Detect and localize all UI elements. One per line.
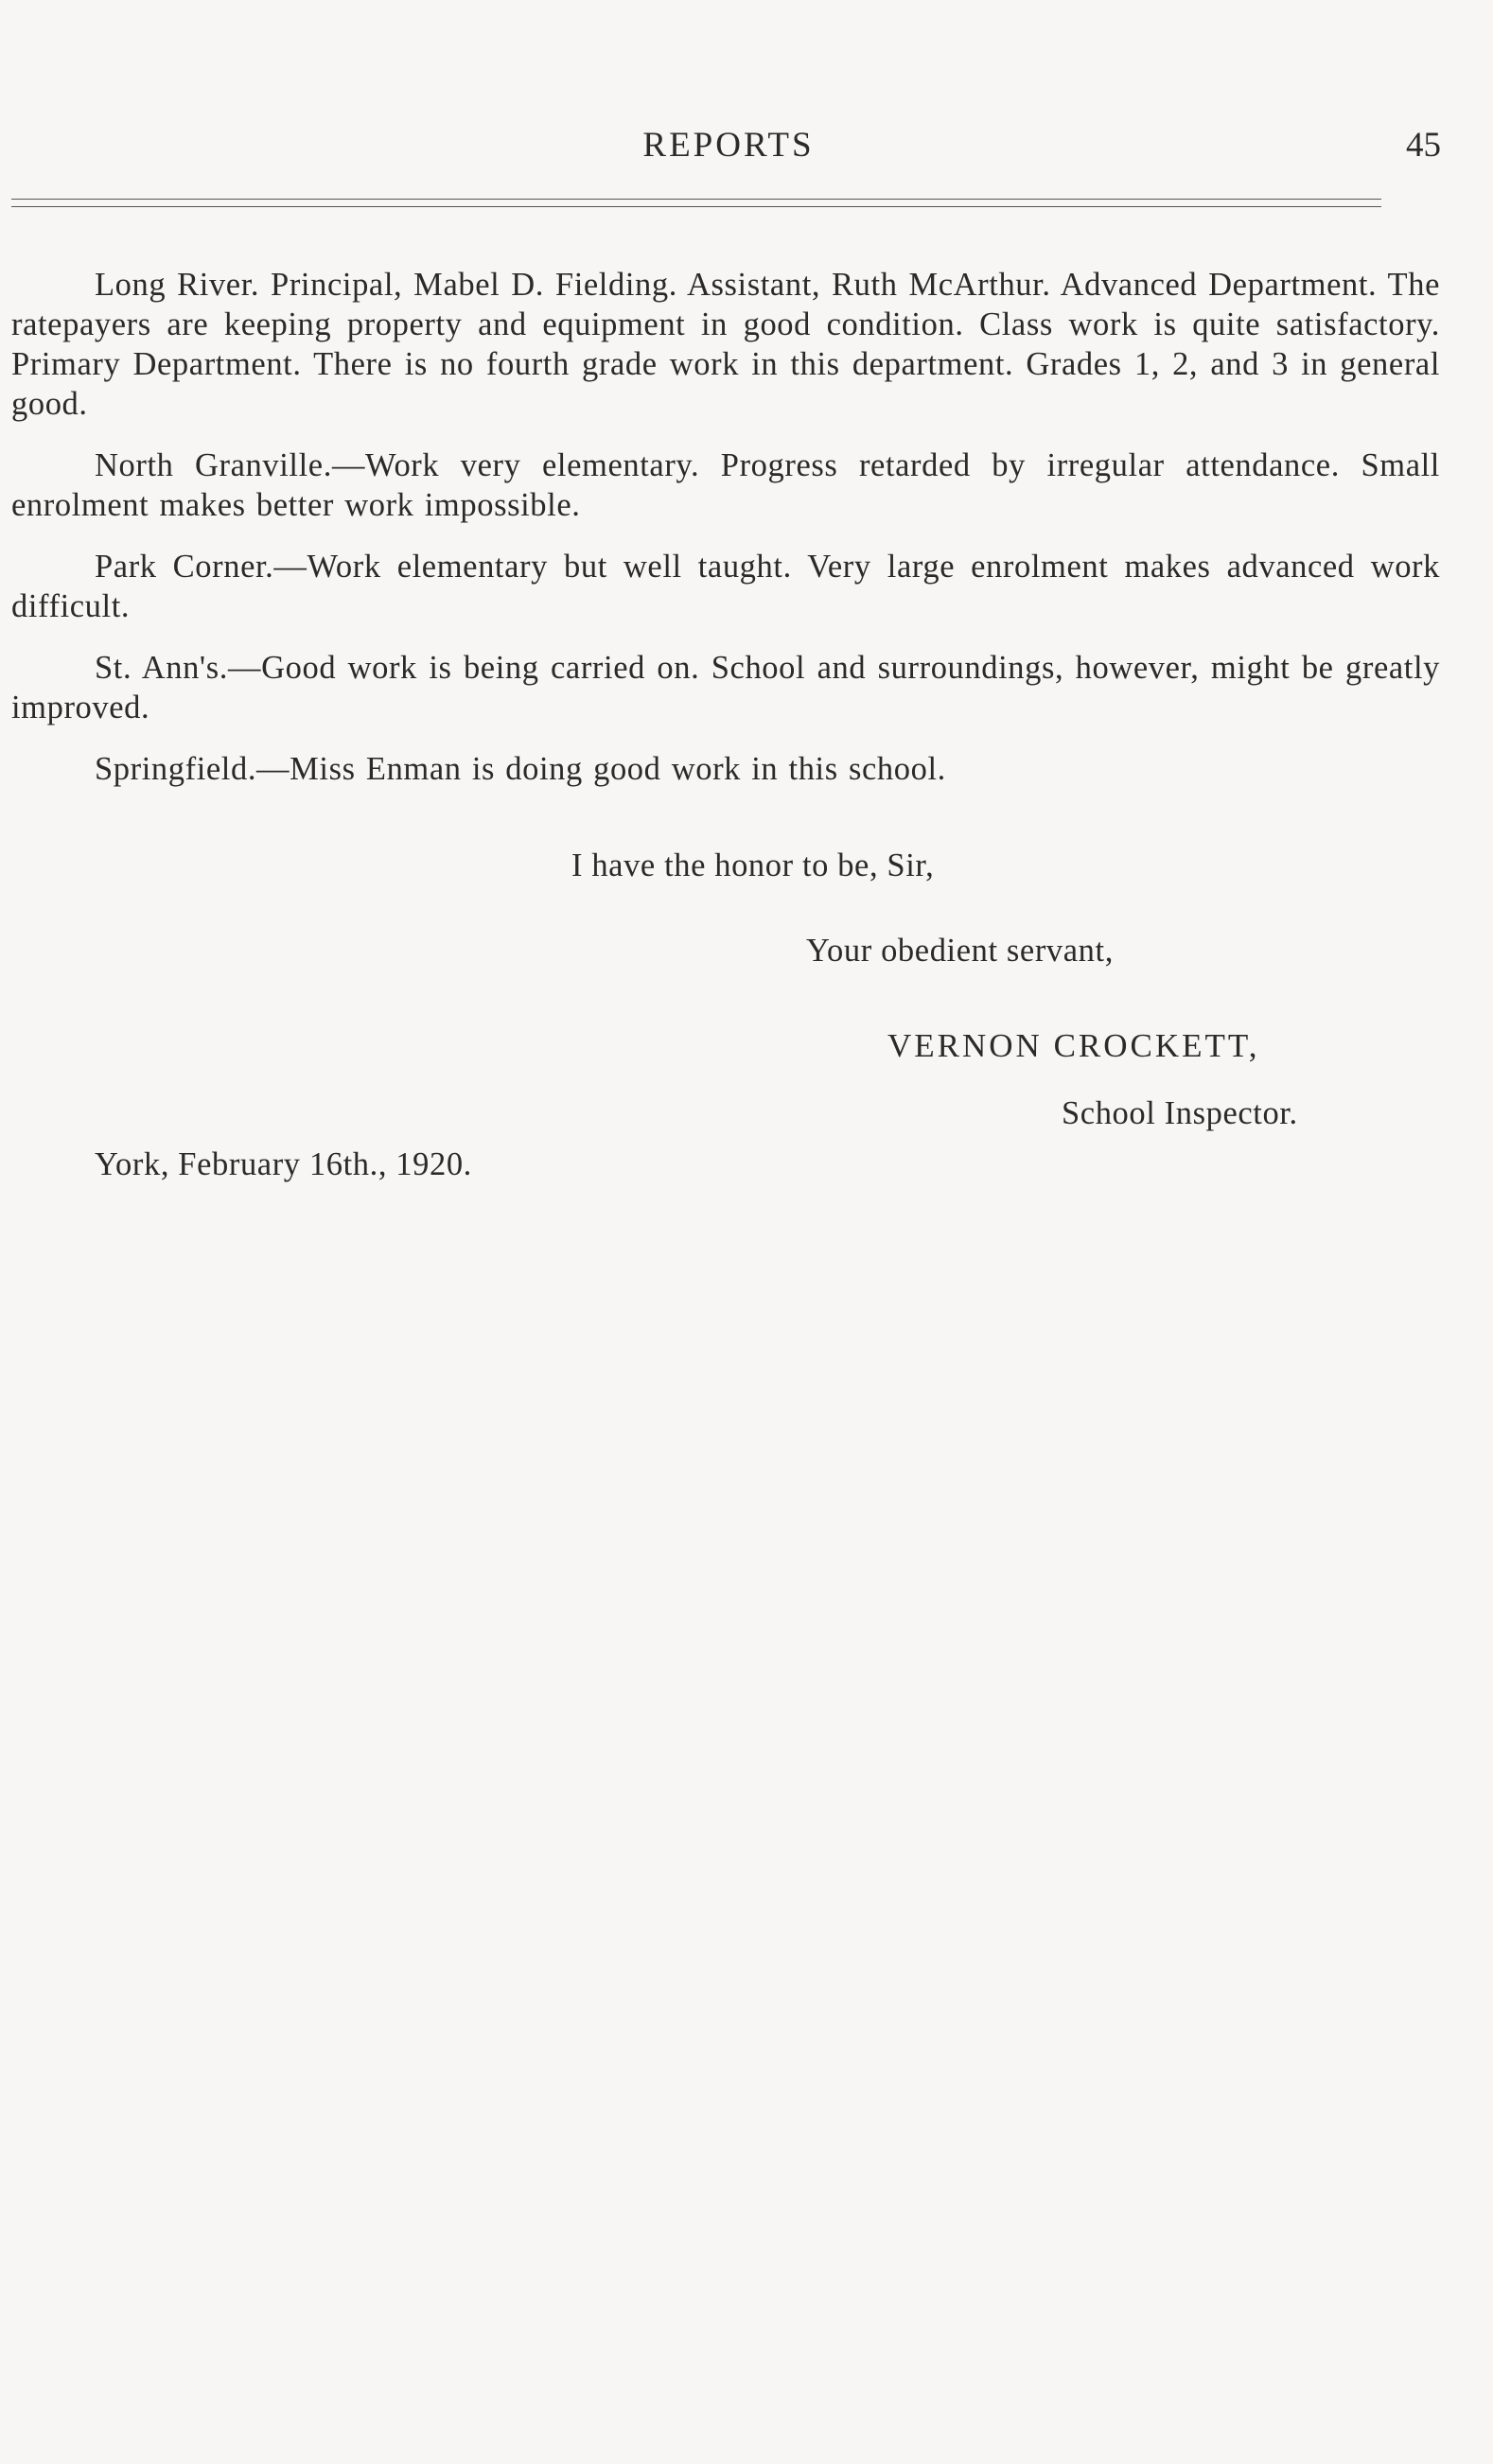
paragraph-park-corner: Park Corner.—Work elementary but well taught. Very large enrolment makes advanced work difficult. xyxy=(11,549,1440,624)
signature-name: VERNON CROCKETT, xyxy=(887,1027,1260,1064)
dateline: York, February 16th., 1920. xyxy=(95,1146,472,1182)
running-header xyxy=(0,125,1493,172)
valediction: Your obedient servant, xyxy=(806,933,1114,969)
paragraph-north-granville: North Granville.—Work very elementary. Progress retarded by irregular attendance. Small enrolment makes better work impossible. xyxy=(11,447,1440,523)
salutation: I have the honor to be, Sir, xyxy=(571,848,935,883)
report-body xyxy=(11,265,1440,811)
header-rule-top xyxy=(11,199,1381,200)
running-title: REPORTS xyxy=(642,126,815,165)
paragraph-long-river: Long River. Principal, Mabel D. Fielding. Assistant, Ruth McArthur. Advanced Department. The ratepayers are keeping property and equipment in good condition. Class work is quite satisfactory. Primary Department. There is no fourth grade work in this department. Grades 1, 2, and 3 in general good. xyxy=(11,267,1440,422)
paragraph-springfield: Springfield.—Miss Enman is doing good work in this school. xyxy=(95,751,946,787)
page-number: 45 xyxy=(1406,126,1441,165)
header-rule-bottom xyxy=(11,206,1381,207)
signature-title: School Inspector. xyxy=(1062,1095,1298,1131)
paragraph-st-anns: St. Ann's.—Good work is being carried on. School and surroundings, however, might be greatly improved. xyxy=(11,650,1440,725)
